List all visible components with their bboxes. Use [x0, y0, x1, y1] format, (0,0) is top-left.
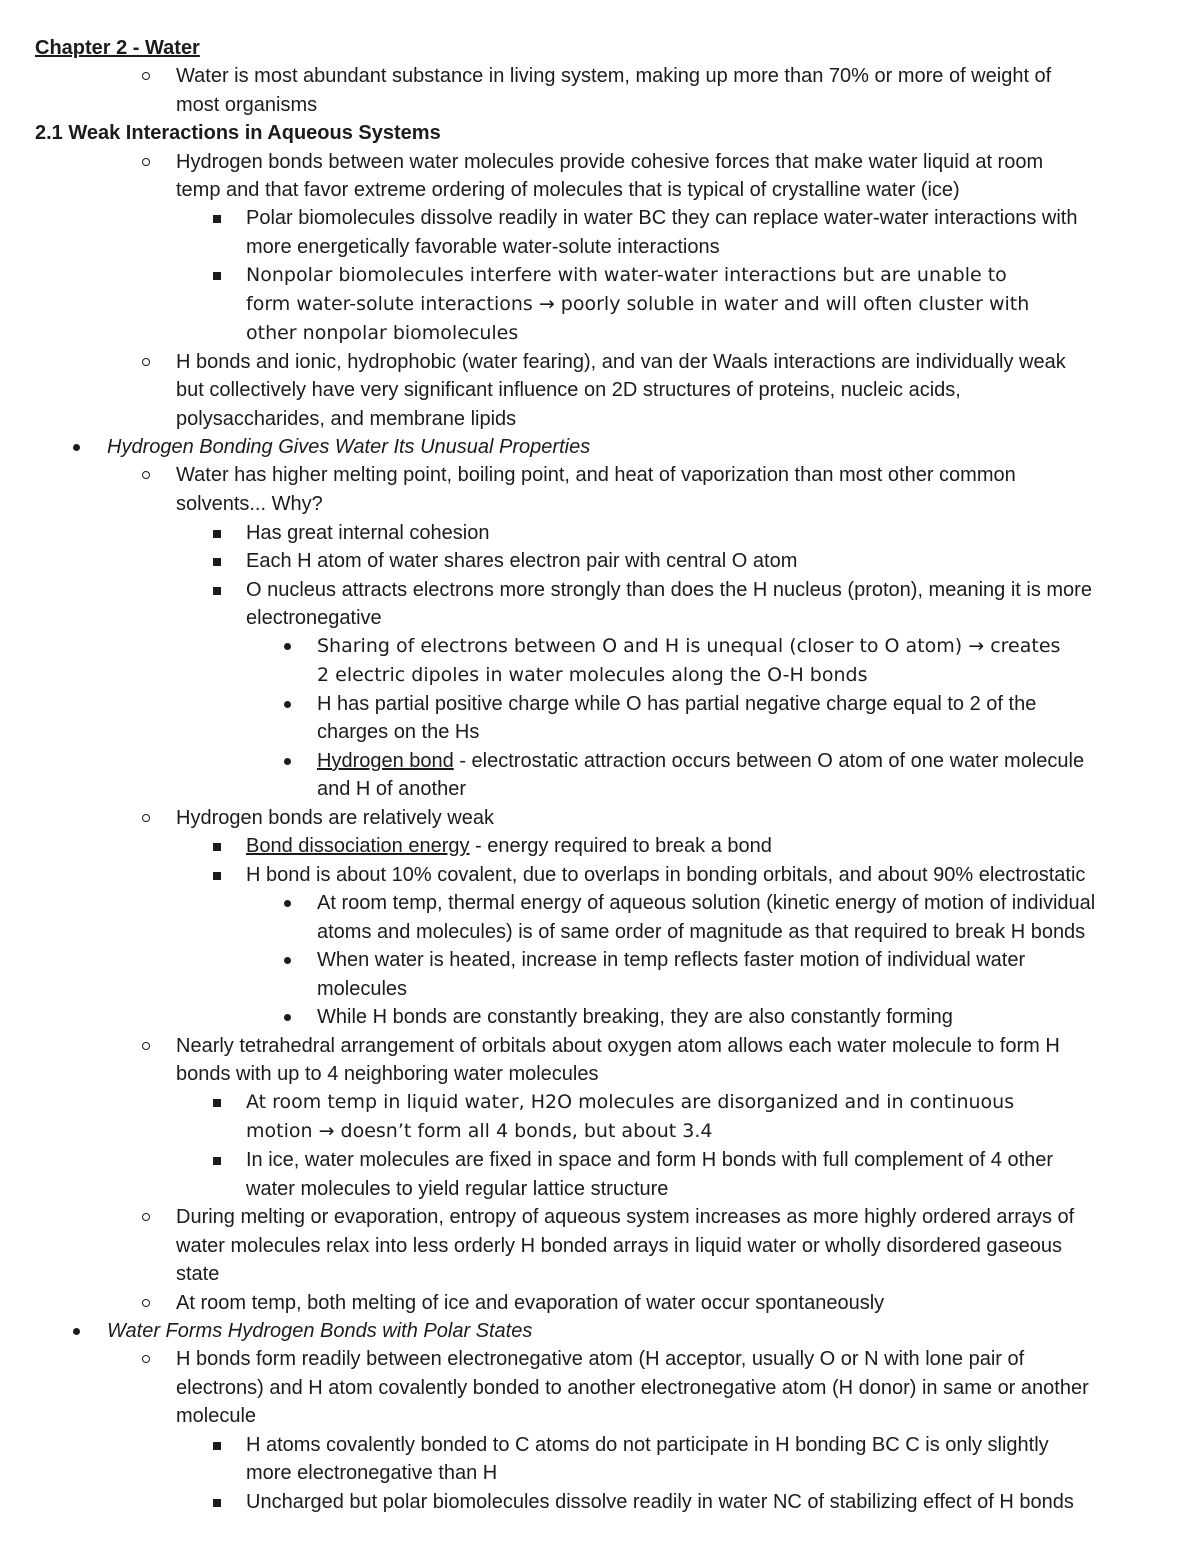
square-bullet-icon: [213, 843, 221, 851]
hollow-bullet-icon: [142, 1213, 150, 1221]
square-bullet-icon: [213, 587, 221, 595]
filled-bullet-icon: [284, 1014, 291, 1021]
filled-bullet-icon: [284, 957, 291, 964]
square-bullet-icon: [213, 872, 221, 880]
filled-bullet-icon: [284, 643, 291, 650]
square-bullet-icon: [213, 1099, 221, 1107]
square-bullet-icon: [213, 1157, 221, 1165]
square-bullet-icon: [213, 558, 221, 566]
square-bullet-icon: [213, 272, 221, 280]
square-bullet-icon: [213, 215, 221, 223]
filled-bullet-icon: [73, 444, 80, 451]
filled-bullet-icon: [73, 1328, 80, 1335]
hollow-bullet-icon: [142, 1042, 150, 1050]
hollow-bullet-icon: [142, 358, 150, 366]
defined-term: Hydrogen bond: [317, 750, 454, 772]
hollow-bullet-icon: [142, 1355, 150, 1363]
hollow-bullet-icon: [142, 72, 150, 80]
hollow-bullet-icon: [142, 1299, 150, 1307]
hollow-bullet-icon: [142, 814, 150, 822]
filled-bullet-icon: [284, 900, 291, 907]
defined-term: Bond dissociation energy: [246, 835, 470, 857]
square-bullet-icon: [213, 1499, 221, 1507]
filled-bullet-icon: [284, 701, 291, 708]
document-page: Chapter 2 - Water Water is most abundant substance in living system, making up more than 70% or more of weight of most organisms 2.1 Weak Interactions in Aqueous Systems Hydrogen bonds between water molecules provide cohesive forces that make water liquid at room temp and that favor extreme ordering of molecules that is typical of crystalline water (ice) Polar biomolecules dissolve readily in water BC they can replace water-water interactions with more energetically favorable water-solute interactions Nonpolar biomolecules interfere with water-water interactions but are unable to form water-solute interactions → poorly soluble in water and will often cluster with other nonpolar biomolecules H bonds and ionic, hydrophobic (water fearing), and van der Waals interactions are individually weak but collectively have very significant influence on 2D structures of proteins, nucleic acids, polysaccharides, and membrane lipids Hydrogen Bonding Gives Water Its Unusual Properties Water has higher melting point, boiling point, and heat of vaporization than most other common solvents... Why? Has great internal cohesion Each H atom of water shares electron pair with central O atom O nucleus attracts electrons more strongly than does the H nucleus (proton), meaning it is more electronegative Sharing of electrons between O and H is unequal (closer to O atom) → creates 2 electric dipoles in water molecules along the O-H bonds H has partial positive charge while O has partial negative charge equal to 2 of the charges on the Hs Hydrogen bond - electrostatic attraction occurs between O atom of one water molecule and H of another Hydrogen bonds are relatively weak Bond dissociation energy - energy required to break a bond H bond is about 10% covalent, due to overlaps in bonding orbitals, and about 90% electrostatic At room temp, thermal energy of aqueous solution (kinetic energy of motion of individual atoms and molecules) is of same order of magnitude as that required to break H bonds When water is heated, increase in temp reflects faster motion of individual water molecules While H bonds are constantly breaking, they are also constantly forming Nearly tetrahedral arrangement of orbitals about oxygen atom allows each water molecule to form H bonds with up to 4 neighboring water molecules At room temp in liquid water, H2O molecules are disorganized and in continuous motion → doesn’t form all 4 bonds, but about 3.4 In ice, water molecules are fixed in space and form H bonds with full complement of 4 other water molecules to yield regular lattice structure During melting or evaporation, entropy of aqueous system increases as more highly ordered arrays of water molecules relax into less orderly H bonded arrays in liquid water or wholly disordered gaseous state At room temp, both melting of ice and evaporation of water occur spontaneously Water Forms Hydrogen Bonds with Polar States H bonds form readily between electronegative atom (H acceptor, usually O or N with lone pair of electrons) and H atom covalently bonded to another electronegative atom (H donor) in same or another molecule H atoms covalently bonded to C atoms do not participate in H bonding BC C is only slightly more electronegative than H Uncharged but polar biomolecules dissolve readily in water NC of stabilizing effect of H bonds: [35, 37, 1096, 1513]
square-bullet-icon: [213, 530, 221, 538]
hollow-bullet-icon: [142, 471, 150, 479]
hollow-bullet-icon: [142, 158, 150, 166]
filled-bullet-icon: [284, 758, 291, 765]
square-bullet-icon: [213, 1442, 221, 1450]
